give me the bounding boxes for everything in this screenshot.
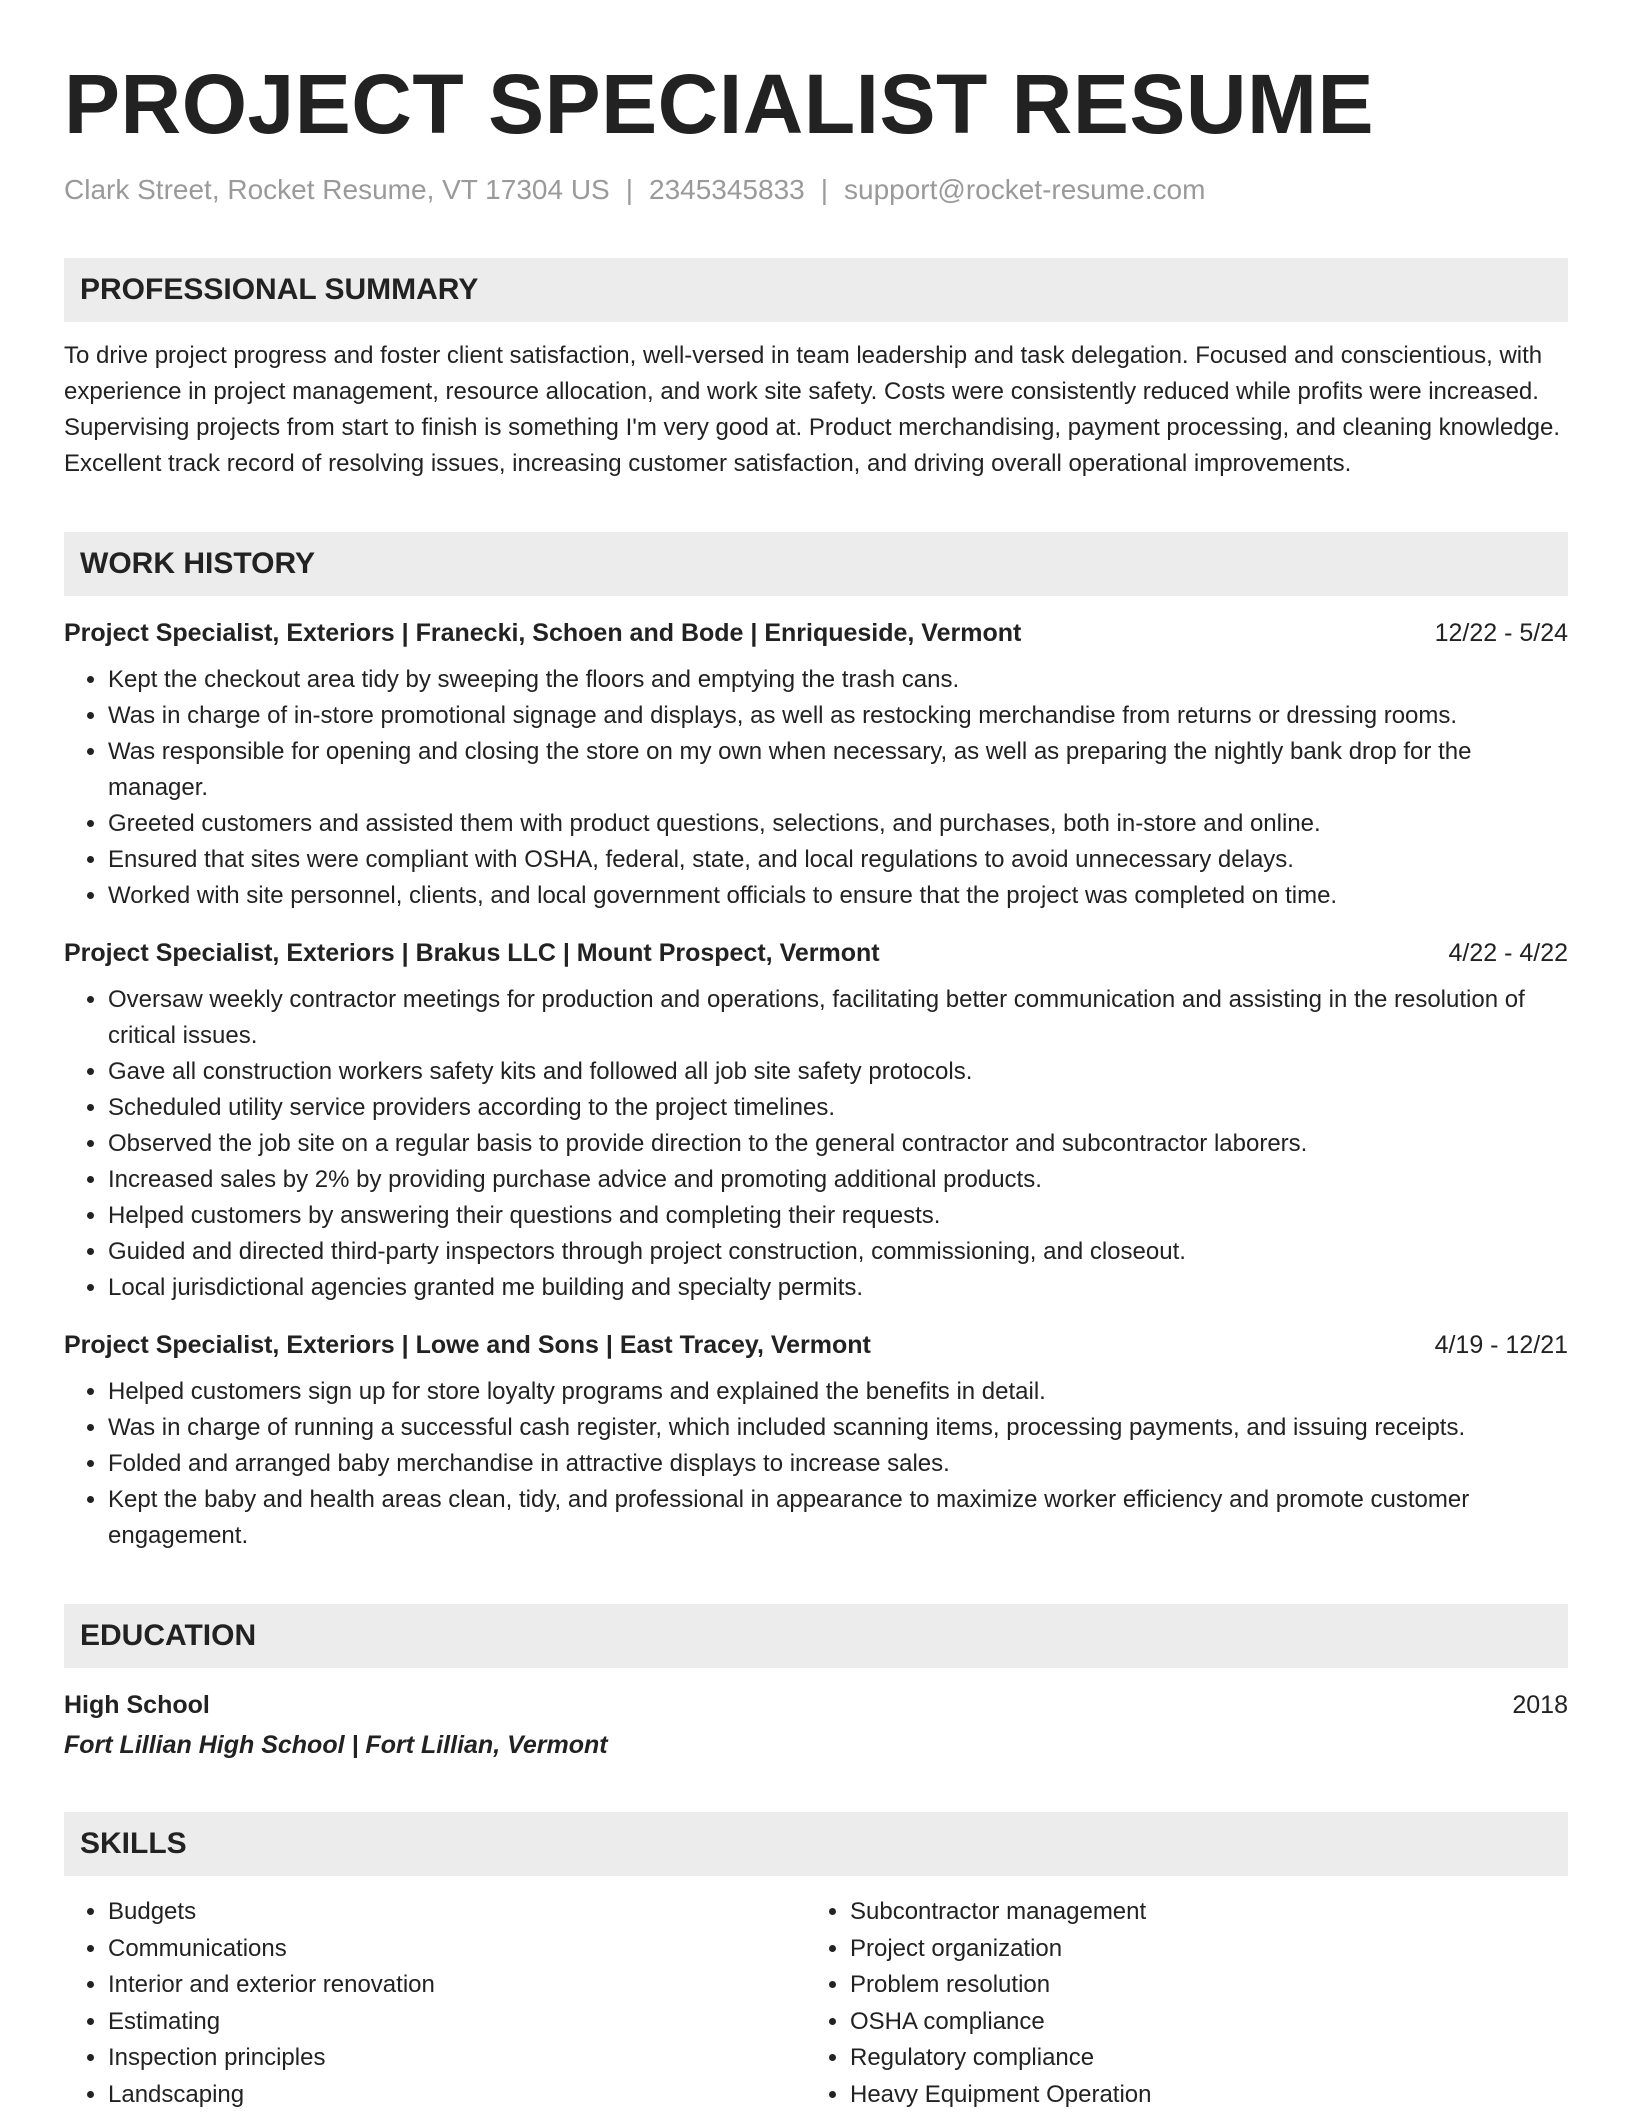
job-bullet: • Kept the baby and health areas clean, tidy, and professional in appearance to maximize worker efficiency and promote customer engagement. — [108, 1482, 1568, 1554]
skills-list — [64, 1882, 1568, 2112]
education-year: 2018 — [1512, 1691, 1568, 1719]
page-title: PROJECT SPECIALIST RESUME — [64, 57, 1375, 151]
job-bullet: • Worked with site personnel, clients, and local government officials to ensure that the project was completed on time. — [108, 878, 1568, 914]
job-bullets — [64, 982, 1568, 1306]
summary-text: To drive project progress and foster client satisfaction, well-versed in team leadership and task delegation. Focused and conscientious, with experience in project management, resource allocation, and work site safety. Costs were consistently reduced while profits were increased. Supervising projects from start to finish is something I'm very good at. Product merchandising, payment processing, and cleaning knowledge. Excellent track record of resolving issues, increasing customer satisfaction, and driving overall operational improvements. — [64, 342, 1561, 477]
job-title: Project Specialist, Exteriors | Lowe and Sons | East Tracey, Vermont — [64, 1331, 871, 1359]
job-bullet: • Was responsible for opening and closing the store on my own when necessary, as well as preparing the nightly bank drop for the manager. — [108, 734, 1568, 806]
contact-line — [64, 172, 1568, 208]
contact-separator: | — [625, 174, 633, 205]
job-header — [64, 1328, 1568, 1362]
job-bullet: • Ensured that sites were compliant with OSHA, federal, state, and local regulations to avoid unnecessary delays. — [108, 842, 1568, 878]
job-title: Project Specialist, Exteriors | Franecki, Schoen and Bode | Enriqueside, Vermont — [64, 619, 1022, 647]
job-bullet: • Greeted customers and assisted them with product questions, selections, and purchases, both in-store and online. — [108, 806, 1568, 842]
skill-item: • Budgets — [108, 1894, 806, 1931]
skill-item: • Problem resolution — [850, 1967, 1548, 2004]
job-dates: 4/22 - 4/22 — [1448, 939, 1568, 967]
skills-heading: SKILLS — [64, 1812, 1568, 1876]
contact-email: support@rocket-resume.com — [844, 174, 1206, 205]
skill-item: • Estimating — [108, 2004, 806, 2041]
job-dates: 12/22 - 5/24 — [1434, 619, 1568, 647]
job-bullet: • Oversaw weekly contractor meetings for production and operations, facilitating better communication and assisting in the resolution of critical issues. — [108, 982, 1568, 1054]
job-bullet: • Helped customers by answering their questions and completing their requests. — [108, 1198, 1568, 1234]
work-history-heading: WORK HISTORY — [64, 532, 1568, 596]
job-bullets — [64, 662, 1568, 914]
education-school: Fort Lillian High School | Fort Lillian, Vermont — [64, 1731, 608, 1759]
job-bullet: • Gave all construction workers safety kits and followed all job site safety protocols. — [108, 1054, 1568, 1090]
job-title: Project Specialist, Exteriors | Brakus LLC | Mount Prospect, Vermont — [64, 939, 880, 967]
contact-separator: | — [820, 174, 829, 205]
contact-address: Clark Street, Rocket Resume, VT 17304 US — [64, 174, 610, 205]
job-entry — [64, 616, 1568, 914]
job-dates: 4/19 - 12/21 — [1434, 1331, 1568, 1359]
job-bullets — [64, 1374, 1568, 1554]
job-bullet: • Observed the job site on a regular basis to provide direction to the general contractor and subcontractor laborers. — [108, 1126, 1568, 1162]
skill-item: • Inspection principles — [108, 2040, 806, 2077]
skill-item: • Subcontractor management — [850, 1894, 1548, 1931]
job-bullet: • Helped customers sign up for store loyalty programs and explained the benefits in detail. — [108, 1374, 1568, 1410]
job-bullet: • Was in charge of in-store promotional signage and displays, as well as restocking merchandise from returns or dressing rooms. — [108, 698, 1568, 734]
skill-item: • OSHA compliance — [850, 2004, 1548, 2041]
job-header — [64, 936, 1568, 970]
job-bullet: • Guided and directed third-party inspectors through project construction, commissioning, and closeout. — [108, 1234, 1568, 1270]
job-bullet: • Local jurisdictional agencies granted me building and specialty permits. — [108, 1270, 1568, 1306]
skill-item: • Regulatory compliance — [850, 2040, 1548, 2077]
skills-column-left — [64, 1894, 806, 2112]
job-bullet: • Kept the checkout area tidy by sweeping the floors and emptying the trash cans. — [108, 662, 1568, 698]
skill-item: • Landscaping — [108, 2077, 806, 2112]
education-degree: High School — [64, 1691, 210, 1719]
education-header — [64, 1688, 1568, 1722]
contact-phone: 2345345833 — [649, 174, 805, 205]
summary-heading: PROFESSIONAL SUMMARY — [64, 258, 1568, 322]
job-bullet: • Folded and arranged baby merchandise in attractive displays to increase sales. — [108, 1446, 1568, 1482]
skills-column-right — [806, 1894, 1548, 2112]
skill-item: • Heavy Equipment Operation — [850, 2077, 1548, 2112]
education-heading: EDUCATION — [64, 1604, 1568, 1668]
skill-item: • Communications — [108, 1931, 806, 1968]
job-bullet: • Was in charge of running a successful cash register, which included scanning items, processing payments, and issuing receipts. — [108, 1410, 1568, 1446]
job-entry — [64, 936, 1568, 1306]
skill-item: • Project organization — [850, 1931, 1548, 1968]
job-entry — [64, 1328, 1568, 1554]
skill-item: • Interior and exterior renovation — [108, 1967, 806, 2004]
job-bullet: • Scheduled utility service providers according to the project timelines. — [108, 1090, 1568, 1126]
job-header — [64, 616, 1568, 650]
job-bullet: • Increased sales by 2% by providing purchase advice and promoting additional products. — [108, 1162, 1568, 1198]
